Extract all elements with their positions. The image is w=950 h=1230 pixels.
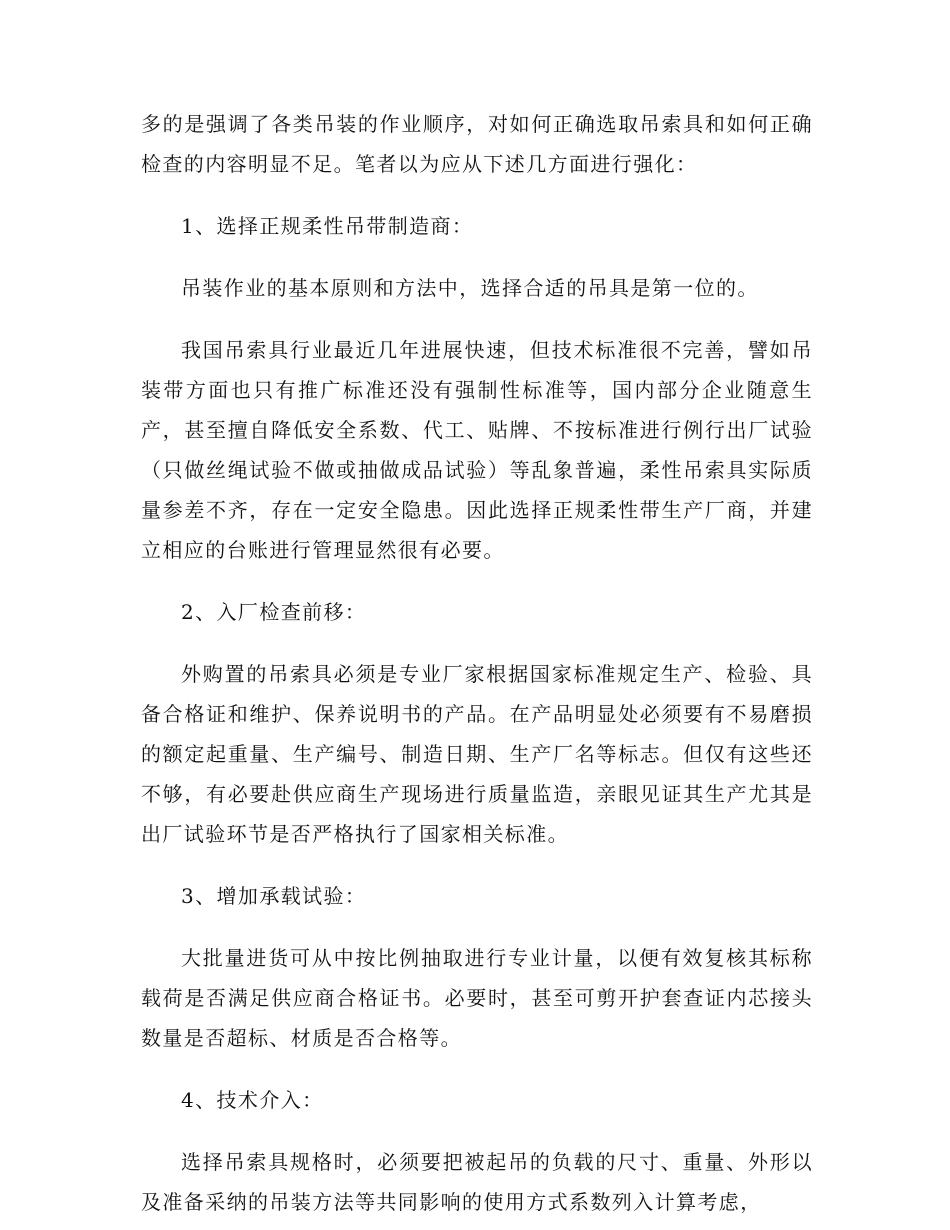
- paragraph-gap: [141, 246, 813, 268]
- section-heading-1: 1、选择正规柔性吊带制造商：: [181, 214, 474, 238]
- paragraph-gap: [141, 1120, 813, 1142]
- paragraph-gap: [141, 632, 813, 654]
- paragraph-1b: 我国吊索具行业最近几年进展快速，但技术标准很不完善，譬如吊装带方面也只有推广标准还没有强制性标准等，国内部分企业随意生产，甚至擅自降低安全系数、代工、贴牌、不按标准进行例行出厂试验（只做丝绳试验不做或抽做成品试验）等乱象普遍，柔性吊索具实际质量参差不齐，存在一定安全隐患。因此选择正规柔性带生产厂商，并建立相应的台账进行管理显然很有必要。: [141, 338, 813, 562]
- paragraph-1a: 吊装作业的基本原则和方法中，选择合适的吊具是第一位的。: [181, 276, 759, 300]
- paragraph-gap: [141, 308, 813, 330]
- section-heading-3: 3、增加承载试验：: [181, 884, 367, 908]
- paragraph-4: 选择吊索具规格时，必须要把被起吊的负载的尺寸、重量、外形以及准备采纳的吊装方法等共同影响的使用方式系数列入计算考虑，: [141, 1150, 813, 1214]
- paragraph-gap: [141, 916, 813, 938]
- paragraph-gap: [141, 184, 813, 206]
- document-body: [141, 104, 813, 1222]
- paragraph-intro: 多的是强调了各类吊装的作业顺序，对如何正确选取吊索具和如何正确检查的内容明显不足。笔者以为应从下述几方面进行强化：: [141, 112, 813, 176]
- paragraph-gap: [141, 1058, 813, 1080]
- paragraph-3: 大批量进货可从中按比例抽取进行专业计量，以便有效复核其标称载荷是否满足供应商合格证书。必要时，甚至可剪开护套查证内芯接头数量是否超标、材质是否合格等。: [141, 946, 813, 1050]
- paragraph-2: 外购置的吊索具必须是专业厂家根据国家标准规定生产、检验、具备合格证和维护、保养说明书的产品。在产品明显处必须要有不易磨损的额定起重量、生产编号、制造日期、生产厂名等标志。但仅有这些还不够，有必要赴供应商生产现场进行质量监造，亲眼见证其生产尤其是出厂试验环节是否严格执行了国家相关标准。: [141, 662, 813, 846]
- paragraph-gap: [141, 854, 813, 876]
- section-heading-2: 2、入厂检查前移：: [181, 600, 367, 624]
- paragraph-gap: [141, 570, 813, 592]
- section-heading-4: 4、技术介入：: [181, 1088, 324, 1112]
